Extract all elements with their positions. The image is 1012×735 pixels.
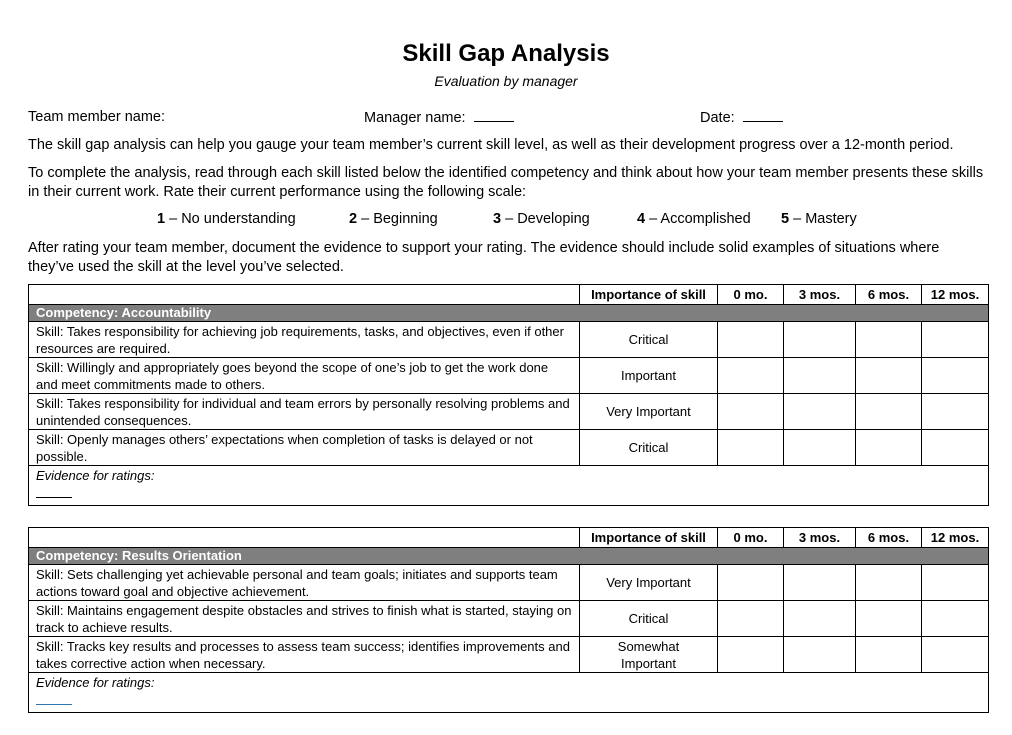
month-6-header: 6 mos. bbox=[856, 528, 922, 548]
evidence-cell[interactable] bbox=[29, 673, 989, 713]
skill-description: Skill: Openly manages others’ expectations when completion of tasks is delayed or not possible. bbox=[29, 430, 580, 466]
rating-cell-6mo[interactable] bbox=[856, 430, 922, 466]
skill-description: Skill: Takes responsibility for individual and team errors by personally resolving problems and unintended consequences. bbox=[29, 394, 580, 430]
month-0-header: 0 mo. bbox=[718, 285, 784, 305]
rating-cell-3mo[interactable] bbox=[784, 394, 856, 430]
competency-row bbox=[29, 548, 989, 565]
skill-description: Skill: Takes responsibility for achieving job requirements, tasks, and objectives, even if other resources are required. bbox=[29, 322, 580, 358]
evidence-blank[interactable] bbox=[36, 485, 72, 498]
rating-cell-0mo[interactable] bbox=[718, 601, 784, 637]
table-row bbox=[29, 637, 989, 673]
manager-name-field[interactable] bbox=[364, 109, 514, 126]
intro-paragraph-2: To complete the analysis, read through each skill listed below the identified competency and think about how your team member presents these skills in their current work. Rate their current performance using the following scale: bbox=[28, 165, 984, 200]
month-3-header: 3 mos. bbox=[784, 528, 856, 548]
scale-label: – Beginning bbox=[357, 211, 438, 227]
rating-cell-6mo[interactable] bbox=[856, 394, 922, 430]
rating-cell-12mo[interactable] bbox=[922, 394, 989, 430]
scale-label: – Accomplished bbox=[645, 211, 751, 227]
rating-cell-0mo[interactable] bbox=[718, 322, 784, 358]
scale-item-4 bbox=[637, 211, 751, 227]
rating-cell-6mo[interactable] bbox=[856, 565, 922, 601]
rating-cell-12mo[interactable] bbox=[922, 322, 989, 358]
rating-cell-0mo[interactable] bbox=[718, 637, 784, 673]
importance-value: Critical bbox=[580, 601, 718, 637]
date-label: Date: bbox=[700, 110, 735, 126]
scale-item-1 bbox=[157, 211, 296, 227]
rating-cell-3mo[interactable] bbox=[784, 358, 856, 394]
team-member-label: Team member name: bbox=[28, 109, 165, 125]
evidence-cell[interactable] bbox=[29, 466, 989, 506]
intro-paragraph-3: After rating your team member, document the evidence to support your rating. The evidence should include solid examples of situations where they’ve used the skill at the level you’ve selected. bbox=[28, 240, 940, 275]
scale-number: 5 bbox=[781, 211, 790, 227]
table-row bbox=[29, 565, 989, 601]
rating-cell-6mo[interactable] bbox=[856, 601, 922, 637]
rating-cell-6mo[interactable] bbox=[856, 322, 922, 358]
table-row bbox=[29, 430, 989, 466]
date-blank[interactable] bbox=[743, 109, 783, 122]
importance-header: Importance of skill bbox=[580, 528, 718, 548]
evidence-label: Evidence for ratings: bbox=[36, 468, 155, 483]
month-0-header: 0 mo. bbox=[718, 528, 784, 548]
header-blank-cell bbox=[29, 285, 580, 305]
table-row bbox=[29, 601, 989, 637]
scale-label: – Developing bbox=[501, 211, 590, 227]
month-3-header: 3 mos. bbox=[784, 285, 856, 305]
importance-value: Critical bbox=[580, 322, 718, 358]
header-blank-cell bbox=[29, 528, 580, 548]
importance-value: Important bbox=[580, 358, 718, 394]
month-6-header: 6 mos. bbox=[856, 285, 922, 305]
manager-label: Manager name: bbox=[364, 110, 466, 126]
evidence-row bbox=[29, 466, 989, 506]
skill-description: Skill: Sets challenging yet achievable personal and team goals; initiates and supports team actions toward goal and objective achievement. bbox=[29, 565, 580, 601]
rating-cell-3mo[interactable] bbox=[784, 430, 856, 466]
rating-cell-12mo[interactable] bbox=[922, 565, 989, 601]
intro-paragraph-1: The skill gap analysis can help you gauge your team member’s current skill level, as well as their development progress over a 12-month period. bbox=[28, 137, 954, 153]
importance-value: Very Important bbox=[580, 565, 718, 601]
importance-value: Very Important bbox=[580, 394, 718, 430]
skill-description: Skill: Tracks key results and processes to assess team success; identifies improvements and takes corrective action when necessary. bbox=[29, 637, 580, 673]
skill-description: Skill: Willingly and appropriately goes beyond the scope of one’s job to get the work done and meet commitments made to others. bbox=[29, 358, 580, 394]
table-row bbox=[29, 358, 989, 394]
scale-label: – No understanding bbox=[165, 211, 296, 227]
rating-cell-0mo[interactable] bbox=[718, 358, 784, 394]
rating-cell-3mo[interactable] bbox=[784, 601, 856, 637]
competency-label: Competency: Results Orientation bbox=[29, 548, 989, 565]
scale-item-2 bbox=[349, 211, 438, 227]
page-title: Skill Gap Analysis bbox=[402, 40, 610, 67]
page-subtitle: Evaluation by manager bbox=[434, 73, 578, 89]
table-header-row bbox=[29, 285, 989, 305]
evidence-row bbox=[29, 673, 989, 713]
month-12-header: 12 mos. bbox=[922, 528, 989, 548]
rating-cell-6mo[interactable] bbox=[856, 637, 922, 673]
scale-label: – Mastery bbox=[789, 211, 857, 227]
team-member-name-field[interactable] bbox=[28, 109, 165, 125]
table-row bbox=[29, 394, 989, 430]
skill-description: Skill: Maintains engagement despite obstacles and strives to finish what is started, staying on track to achieve results. bbox=[29, 601, 580, 637]
rating-cell-3mo[interactable] bbox=[784, 637, 856, 673]
month-12-header: 12 mos. bbox=[922, 285, 989, 305]
competency-label: Competency: Accountability bbox=[29, 305, 989, 322]
manager-name-blank[interactable] bbox=[474, 109, 514, 122]
importance-value: Critical bbox=[580, 430, 718, 466]
evidence-label: Evidence for ratings: bbox=[36, 675, 155, 690]
scale-item-5 bbox=[781, 211, 857, 227]
evidence-blank[interactable] bbox=[36, 692, 72, 705]
skill-table-accountability bbox=[28, 284, 989, 506]
scale-number: 3 bbox=[493, 211, 502, 227]
table-header-row bbox=[29, 528, 989, 548]
rating-cell-3mo[interactable] bbox=[784, 322, 856, 358]
competency-row bbox=[29, 305, 989, 322]
scale-number: 4 bbox=[637, 211, 646, 227]
rating-cell-12mo[interactable] bbox=[922, 601, 989, 637]
rating-cell-0mo[interactable] bbox=[718, 565, 784, 601]
rating-cell-3mo[interactable] bbox=[784, 565, 856, 601]
rating-cell-12mo[interactable] bbox=[922, 637, 989, 673]
importance-value: Somewhat Important bbox=[580, 637, 718, 673]
scale-number: 2 bbox=[349, 211, 358, 227]
rating-cell-12mo[interactable] bbox=[922, 430, 989, 466]
scale-number: 1 bbox=[157, 211, 166, 227]
rating-cell-0mo[interactable] bbox=[718, 394, 784, 430]
date-field[interactable] bbox=[700, 109, 783, 126]
importance-header: Importance of skill bbox=[580, 285, 718, 305]
rating-cell-6mo[interactable] bbox=[856, 358, 922, 394]
scale-item-3 bbox=[493, 211, 590, 227]
skill-table-results-orientation bbox=[28, 527, 989, 713]
table-row bbox=[29, 322, 989, 358]
rating-cell-0mo[interactable] bbox=[718, 430, 784, 466]
rating-cell-12mo[interactable] bbox=[922, 358, 989, 394]
